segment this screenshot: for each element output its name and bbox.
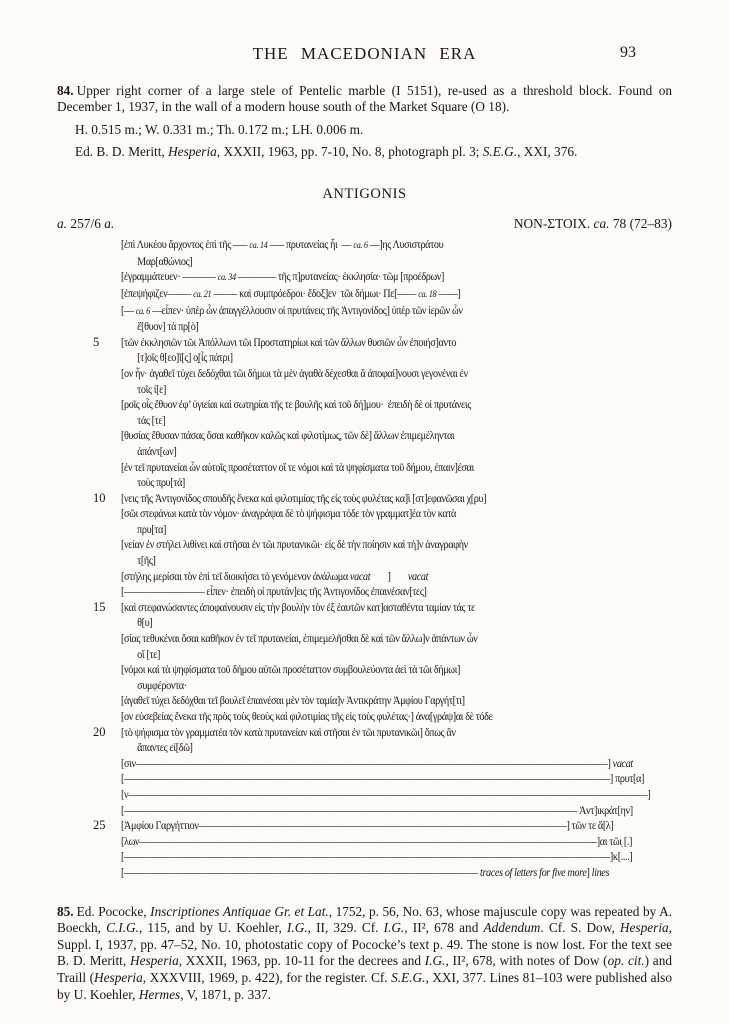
inscription-meta-row xyxy=(57,216,672,232)
text-segment: , XXXVIII, 1969, p. 422), for the register. Cf. xyxy=(142,969,392,985)
text-segment: [ xyxy=(121,849,125,864)
transcription-text xyxy=(121,740,682,756)
inscription-stoichedon-note xyxy=(514,216,672,232)
text-segment: , XXI, 376. xyxy=(517,143,578,159)
transcription-text xyxy=(121,693,682,709)
text-segment: ––– πρυτανείας ἧι –– xyxy=(267,237,354,252)
text-segment: [–– xyxy=(121,302,136,317)
text-segment: ἅπαντες εἰ[δῶ] xyxy=(137,740,193,755)
transcription-text xyxy=(121,444,682,460)
text-segment: , XXXII, 1963, pp. 10-11 for the decrees and xyxy=(178,953,425,969)
text-segment: , II², 678 and xyxy=(404,920,484,936)
text-segment: . Cf. S. Dow, xyxy=(540,920,620,936)
text-segment: NON-ΣΤΟΙΧ. xyxy=(513,216,594,232)
text-segment: [θυσίας ἔθυσαν πάσας ὅσαι καθῆκον καλῶς καὶ φιλοτίμως, τῶν δὲ] ἄλλων ἐπιμεμέληνται xyxy=(121,428,455,443)
transcription-text xyxy=(121,647,682,663)
text-segment: , II², 678, with notes of Dow ( xyxy=(445,953,608,969)
transcription-text xyxy=(121,725,682,741)
transcription-text xyxy=(121,709,682,725)
text-segment: [ xyxy=(121,864,125,879)
text-segment: Hesperia xyxy=(129,953,179,969)
transcription-line xyxy=(57,506,682,522)
transcription-text xyxy=(121,662,682,678)
text-segment: πρυ[τα] xyxy=(137,521,167,536)
text-segment: τοὺς πρυ[τά] xyxy=(137,475,185,490)
text-segment: [ xyxy=(121,802,125,817)
text-segment: , 115, and by U. Koehler, xyxy=(138,920,287,936)
transcription-line xyxy=(57,865,682,881)
text-segment: [σίας τεθυκέναι ὅσαι καθῆκον ἐν τεῖ πρυτανείαι, ἐπιμεμελῆσθαι δὲ καὶ τῶν ἄλλω]ν ἁπάντων ὧν xyxy=(121,631,478,646)
transcription-text xyxy=(121,865,682,881)
transcription-text xyxy=(121,335,682,351)
transcription-text xyxy=(121,787,682,803)
text-segment: ––––] xyxy=(436,285,461,300)
transcription-text xyxy=(121,350,682,366)
text-segment: , XXI, 377. Lines 81–103 were published also by U. Koehler, xyxy=(57,969,672,1002)
text-segment: a. xyxy=(104,216,115,232)
transcription-line xyxy=(57,756,682,772)
text-segment: [τῶν ἐκκλησιῶν τῶι Ἀπόλλωνι τῶι Προστατηρίωι καὶ τῶν ἄλλων θυσιῶν ὧν ἐποιήσ]αντο xyxy=(121,334,457,349)
transcription-line xyxy=(57,584,682,600)
transcription-text xyxy=(121,600,682,616)
text-segment: [νόμοι καὶ τὰ ψηφίσματα τοῦ δήμου αὐτῶι προσέταττον συμβουλεύοντα ἀεὶ τὰ τῶι δήμωι] xyxy=(121,662,461,677)
text-segment: op. cit. xyxy=(607,953,645,969)
text-segment: θ[υ] xyxy=(137,615,153,630)
text-segment: Addendum xyxy=(483,920,541,936)
transcription-text xyxy=(121,382,682,398)
entry-84-number: 84. xyxy=(57,83,74,98)
text-segment: vacat xyxy=(612,755,633,770)
text-segment: [ἐγραμμάτευεν· ––––––– xyxy=(121,269,218,284)
text-segment: S.E.G. xyxy=(391,969,426,985)
transcription-text xyxy=(121,428,682,444)
transcription-line xyxy=(57,303,682,320)
text-segment: [νεις τῆς Ἀντιγονίδος σπουδῆς ἕνεκα καὶ φιλοτιμίας τῆς εἰς τοὺς φυλέτας κα]ὶ [στ]εφανῶσαι χ[ρυ] xyxy=(121,490,487,505)
transcription-line xyxy=(57,740,682,756)
text-segment: ––εἶπεν· ὑπὲρ ὧν ἀπαγγέλλουσιν οἱ πρυτάνεις τῆς Ἀντιγονίδος] ὑπὲρ τῶν ἱερῶν ὧν xyxy=(149,302,463,317)
transcription-text xyxy=(121,818,682,834)
transcription-line xyxy=(57,254,682,270)
transcription-line xyxy=(57,631,682,647)
transcription-line xyxy=(57,382,682,398)
text-segment: ca. 6 xyxy=(353,240,368,252)
page-number: 93 xyxy=(620,44,636,61)
entry-84-description: Upper right corner of a large stele of Pentelic marble (I 5151), re-used as a threshold block. Found on December 1, 1937, in the wall of a modern house south of the Market Square (O 18). xyxy=(57,83,672,115)
text-segment: ca. xyxy=(593,216,610,232)
text-segment: Ἀντ]ικράτ[ην] xyxy=(576,802,633,817)
transcription-line xyxy=(57,803,682,819)
text-segment: ] xyxy=(586,864,592,879)
transcription-line xyxy=(57,522,682,538)
transcription-text xyxy=(121,413,682,429)
transcription-text xyxy=(121,678,682,694)
text-segment: S.E.G. xyxy=(482,143,518,159)
transcription-line xyxy=(57,444,682,460)
text-segment: [σῶι στεφάνωι κατὰ τὸν νόμον· ἀναγράψαι δὲ τὸ ψήφισμα τόδε τὸν γραμματ]έα τὸν κατὰ xyxy=(121,506,457,521)
text-segment: , Suppl. I, 1937, pp. 47–52, No. 10, photostatic copy of Pococke’s text p. 49. The stone is now lost. For the text see B. D. Meritt, xyxy=(57,920,672,969)
text-segment: vacat xyxy=(350,568,371,583)
transcription-text xyxy=(121,286,682,303)
text-segment: ca. 21 xyxy=(193,288,212,300)
text-segment: [ον εὐσεβείας ἕνεκα τῆς πρὸς τοὺς θεοὺς καὶ φιλοτιμίας τῆς εἰς τοὺς φυλέτας·] ἀνα[γράψ]αι δὲ τόδε xyxy=(121,709,493,723)
text-segment: a. xyxy=(57,216,68,232)
transcription-line xyxy=(57,537,682,553)
transcription-line xyxy=(57,693,682,709)
text-segment: ]αι τῶι̣ [.] xyxy=(596,833,633,848)
transcription-line xyxy=(57,553,682,569)
text-segment: 78 (72–83) xyxy=(609,216,672,232)
transcription-text xyxy=(121,553,682,569)
text-segment: Ed. B. D. Meritt, xyxy=(75,143,169,159)
transcription-text xyxy=(121,569,682,585)
text-segment: , 1752, p. 56, No. 63, whose majuscule copy was repeated by A. Boeckh, xyxy=(57,903,672,936)
transcription-line xyxy=(57,725,682,741)
transcription-text xyxy=(121,237,682,254)
line-number: 5 xyxy=(93,334,100,349)
lacuna-dashes: ––––––––––––––––––––––––––––––––––––––––––––––––––––––––––––––––––––––––––––––––––––––––––––––––––––––– xyxy=(124,771,610,786)
entry-85 xyxy=(57,904,672,1004)
line-number: 15 xyxy=(93,599,106,614)
text-segment: Hermes xyxy=(138,986,181,1002)
text-segment: [ον ἦν· ἀγαθεῖ τύχει δεδόχθαι τῶι δήμωι τὰ μὲν ἀγαθὰ δέχεσθαι ἃ ἀποφαί]νουσι γεγονέναι ἐν xyxy=(121,365,468,380)
transcription-line xyxy=(57,397,682,413)
text-segment: [ροῖς οἷς ἔθυον ἐφ’ ὑγιείαι καὶ σωτηρίαι τῆς τε βουλῆς καὶ τοῦ δή]μου· ἐπειδὴ δὲ οἱ πρυτάνεις xyxy=(121,397,471,412)
text-segment: ––––– καὶ συμπρόεδροι· ἔδοξ]εν τῶι δήμωι· Πε[–––– xyxy=(211,285,419,300)
text-segment: Ed. Pococke, xyxy=(76,903,151,919)
lacuna-dashes: –––––––––––––––––––––––––––––––––––––––––––––––––––––––––––––––––––––––––––––––––––––––––––––––––––––––––––––– xyxy=(128,786,648,801)
transcription-text xyxy=(121,771,682,787)
text-segment: [σιν xyxy=(121,755,136,770)
text-segment: lines xyxy=(591,864,610,879)
text-segment: C.I.G. xyxy=(106,920,139,936)
transcription-text xyxy=(121,537,682,553)
text-segment: οἵ [τε] xyxy=(137,646,161,661)
transcription-line xyxy=(57,615,682,631)
text-segment: Μαρ[αθώνιος] xyxy=(137,253,193,268)
inscription-tribe-heading: ANTIGONIS xyxy=(322,186,407,203)
transcription-line xyxy=(57,662,682,678)
transcription-line xyxy=(57,428,682,444)
text-segment: τ[ῆς] xyxy=(137,553,156,568)
text-segment: 257/6 xyxy=(67,216,105,232)
text-segment: [στήλης μερίσαι τὸν ἐπὶ τεῖ διοικήσει τὸ γενόμενον ἀνάλωμα xyxy=(121,568,351,583)
entry-84 xyxy=(57,83,672,116)
transcription-text xyxy=(121,269,682,286)
text-segment: I.G. xyxy=(286,920,308,936)
text-segment: [νείαν ἐν στήλει λιθίνει καὶ στῆσαι ἐν τῶι πρυτανικῶι· εἰς δὲ τὴν ποίησιν καὶ τὴ]ν ἀναγραφὴν xyxy=(121,537,468,552)
text-segment: vacat xyxy=(407,568,429,583)
lacuna-dashes: ––––––––––––––––––––––––––––––––––––––––––––––––––––––––––––––––––––––––––– xyxy=(124,864,478,879)
transcription-lines xyxy=(57,237,682,880)
transcription-line xyxy=(57,600,682,616)
text-segment: [ xyxy=(121,771,125,786)
transcription-line xyxy=(57,709,682,725)
entry-84-edition xyxy=(75,144,672,160)
transcription-line xyxy=(57,787,682,803)
text-segment: ] xyxy=(370,568,408,583)
text-segment: τάς [τε] xyxy=(137,412,166,427)
inscription-date xyxy=(57,216,114,232)
transcription-line xyxy=(57,834,682,850)
text-segment: τοῖς ἱ[ε] xyxy=(137,381,167,396)
transcription-text xyxy=(121,834,682,850)
transcription-line xyxy=(57,460,682,476)
transcription-text xyxy=(121,584,682,600)
transcription-line xyxy=(57,647,682,663)
text-segment: Inscriptiones Antiquae Gr. et Lat. xyxy=(150,903,329,919)
transcription-line xyxy=(57,286,682,303)
entry-85-number: 85. xyxy=(57,903,74,919)
transcription-line xyxy=(57,475,682,491)
text-segment: ] τῶν τε ἄ[λ] xyxy=(566,818,614,833)
text-segment: [ἐπεψήφιζεν––––– xyxy=(121,285,194,300)
text-segment: [καὶ στεφανώσαντες ἀποφαίνουσιν εἰς τὴν βουλὴν τὸν ἐξ ἑαυτῶν κατ]ασταθέντα ταμίαν τάς τε xyxy=(121,599,475,614)
transcription-line xyxy=(57,269,682,286)
page-title: THE MACEDONIAN ERA xyxy=(252,44,477,63)
text-segment: συμφέροντα· xyxy=(137,677,187,692)
text-segment: ἔ[θυον] τὰ πρ[ὸ] xyxy=(137,319,199,334)
text-segment: ] xyxy=(607,755,613,770)
transcription-line xyxy=(57,818,682,834)
text-segment: I.G. xyxy=(424,953,446,969)
transcription-text xyxy=(121,506,682,522)
transcription-line xyxy=(57,678,682,694)
transcription-text xyxy=(121,631,682,647)
lacuna-dashes: –––––––––––––––––––––––––––––––––––––––––––––––––––––––––––––––––––––––––––––– xyxy=(198,818,567,833)
text-segment: [τὸ ψήφισμα τὸν γραμματέα τὸν κατὰ πρυτανείαν καὶ στῆσαι ἐν τῶι πρυτανικῶι] ὅπως ἂν xyxy=(121,724,456,739)
transcription-line xyxy=(57,237,682,254)
transcription-line xyxy=(57,366,682,382)
transcription-line xyxy=(57,413,682,429)
text-segment: I.G. xyxy=(383,920,405,936)
text-segment: Hesperia xyxy=(619,920,669,936)
transcription-line xyxy=(57,319,682,335)
lacuna-dashes: ––––––––––––––––––––––––––––––––––––––––––––––––––––––––––––––––––––––––––––––––––––––––––––––––––––––– xyxy=(124,849,610,864)
transcription-text xyxy=(121,366,682,382)
lacuna-dashes: –––––––––––––––––––––––––––––––––––––––––––––––––––––––––––––––––––––––––––––––––––––––––––––––––––– xyxy=(135,755,608,770)
text-segment: ἁπάντ[ων] xyxy=(137,443,177,458)
line-number: 25 xyxy=(93,818,106,833)
transcription-line xyxy=(57,849,682,865)
entry-84-measurements: H. 0.515 m.; W. 0.331 m.; Th. 0.172 m.; LH. 0.006 m. xyxy=(75,121,364,137)
text-segment: ca. 18 xyxy=(418,288,437,300)
text-segment: [ἀγαθεῖ τύχει δεδόχθαι τεῖ βουλεῖ ἐπαινέσαι μὲν τὸν ταμία]ν Ἀντικράτην Ἀμφίου Γαργήτ[τι] xyxy=(121,693,465,708)
text-segment: ]κ[....] xyxy=(609,849,633,864)
transcription-text xyxy=(121,475,682,491)
transcription-line xyxy=(57,335,682,351)
transcription-line xyxy=(57,771,682,787)
text-segment: [––––––––––––––––– εἶπεν· ἐπειδὴ οἱ πρυτάν]εις τῆς Ἀντιγονίδος ἐπαινέσαν[τες] xyxy=(121,584,427,599)
text-segment: , II, 329. Cf. xyxy=(307,920,384,936)
text-segment: [ἐπὶ Λυκέου ἄρχοντος ἐπὶ τῆς ––– xyxy=(121,237,250,252)
text-segment: [Ἀμφίου Γαργήττιον xyxy=(121,818,199,833)
transcription-text xyxy=(121,254,682,270)
transcription-text xyxy=(121,522,682,538)
transcription-line xyxy=(57,569,682,585)
text-segment: [τ]οῖς θ[εο]ῖ[ς] ο̣[ἷς πάτρι] xyxy=(137,350,233,365)
transcription-text xyxy=(121,460,682,476)
transcription-text xyxy=(121,319,682,335)
lacuna-dashes: –––––––––––––––––––––––––––––––––––––––––––––––––––––––––––––––––––––––––––––––––––––––––––––––– xyxy=(124,802,577,817)
line-number: 20 xyxy=(93,724,106,739)
text-segment: , XXXII, 1963, pp. 7-10, No. 8, photograph pl. 3; xyxy=(216,143,483,159)
entry-85-body xyxy=(57,904,672,1002)
line-number: 10 xyxy=(93,490,106,505)
text-segment: ca. 6 xyxy=(135,305,150,317)
transcription-text xyxy=(121,303,682,320)
text-segment: [λων xyxy=(121,833,140,848)
text-segment: [ἐν τεῖ πρυτανείαι ὧν αὐτοῖς προσέταττον οἵ τε νόμοι καὶ τὰ ψηφίσματα τοῦ δήμου, ἐπαιν]έσαι xyxy=(121,459,474,474)
text-segment: ca. 34 xyxy=(217,272,236,284)
text-segment: traces of letters for five more xyxy=(480,864,587,879)
text-segment: ] πρυτ[α] xyxy=(609,771,644,786)
page-header xyxy=(0,0,729,64)
lacuna-dashes: ––––––––––––––––––––––––––––––––––––––––––––––––––––––––––––––––––––––––––––––––––––––––––––––––– xyxy=(139,833,597,848)
transcription-text xyxy=(121,491,682,507)
transcription-text xyxy=(121,756,682,772)
text-segment: ] xyxy=(647,786,651,801)
text-segment: Hesperia xyxy=(168,143,217,159)
text-segment: ) and Traill ( xyxy=(57,953,672,985)
transcription-text xyxy=(121,849,682,865)
transcription-text xyxy=(121,615,682,631)
text-segment: –––––––– τῆς π]ρυτανείας· ἐκκλησία· τῶμ [προέδρων] xyxy=(235,269,445,284)
text-segment: , V, 1871, p. 337. xyxy=(180,986,271,1002)
text-segment: ca. 14 xyxy=(249,240,268,252)
transcription-line xyxy=(57,350,682,366)
transcription-line xyxy=(57,491,682,507)
text-segment: ––]ης Λυσιστράτου xyxy=(367,237,444,252)
transcription-text xyxy=(121,803,682,819)
text-segment: [ν xyxy=(121,786,129,801)
text-segment: Hesperia xyxy=(94,969,143,985)
transcription-text xyxy=(121,397,682,413)
